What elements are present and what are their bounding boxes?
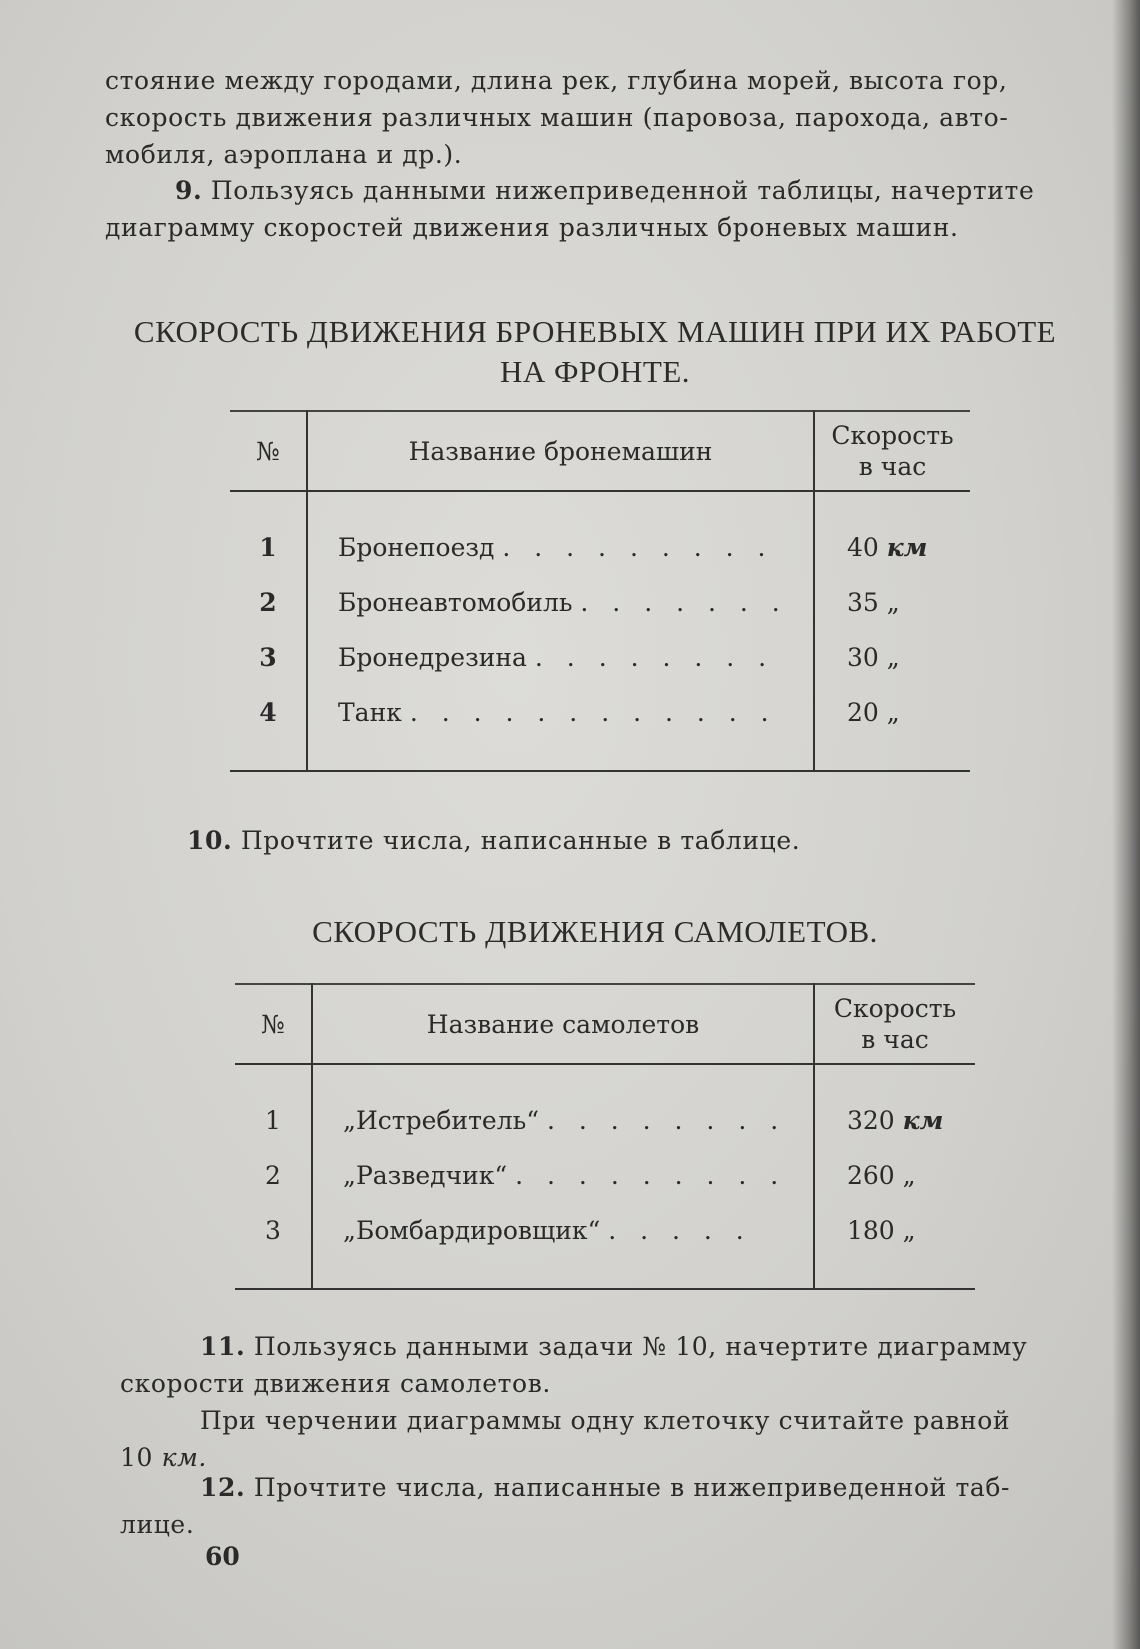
table-header-row (235, 984, 975, 1064)
page-edge-shadow (1112, 0, 1140, 1649)
leader-dots: . . . . . . . . . (502, 533, 774, 562)
leader-dots: . . . . . . . . (546, 1106, 787, 1135)
task-12-text-line-2: лице. (120, 1510, 195, 1539)
row-name (307, 575, 814, 630)
aircraft-name: „Бомбардировщик“ (343, 1216, 601, 1245)
speed-value: 30 (847, 643, 879, 672)
task-9 (105, 172, 1075, 246)
leader-dots: . . . . . . . . . . . . (409, 698, 777, 727)
table-header-row (230, 411, 970, 491)
header-num: № (230, 411, 307, 491)
speed-unit: „ (902, 1216, 916, 1245)
task-9-text-line-2: диаграмму скоростей движения различных броневых машин. (105, 213, 959, 242)
speed-value: 40 (847, 533, 879, 562)
aircraft-name: „Истребитель“ (343, 1106, 539, 1135)
row-num: 1 (230, 520, 307, 575)
speed-value: 260 (847, 1161, 895, 1190)
leader-dots: . . . . . . . (580, 588, 788, 617)
header-speed-line-2: в час (858, 452, 927, 481)
task-12-text-line-1: Прочтите числа, написанные в нижеприведенной таб- (253, 1473, 1011, 1502)
vehicle-name: Бронедрезина (338, 643, 527, 672)
header-name: Название бронемашин (307, 411, 814, 491)
row-speed (814, 575, 970, 630)
task-11-note-value: 10 (120, 1443, 154, 1472)
row-speed (814, 630, 970, 685)
intro-line-3: мобиля, аэроплана и др.). (105, 140, 463, 169)
header-speed (814, 411, 970, 491)
task-11-text-line-1: Пользуясь данными задачи № 10, начертите диаграмму (253, 1332, 1028, 1361)
table-row (230, 520, 970, 575)
table-2-title (100, 912, 1090, 952)
row-num: 3 (235, 1203, 312, 1258)
speed-unit: „ (886, 588, 900, 617)
task-10-number: 10. (187, 826, 233, 855)
task-10-text: Прочтите числа, написанные в таблице. (240, 826, 801, 855)
intro-paragraph (105, 62, 1075, 173)
table-row (230, 685, 970, 740)
page-number: 60 (205, 1542, 240, 1571)
task-12-number: 12. (200, 1473, 246, 1502)
speed-unit: км (902, 1106, 944, 1135)
row-name (307, 520, 814, 575)
speed-unit: „ (886, 698, 900, 727)
vehicle-name: Танк (338, 698, 402, 727)
speed-value: 20 (847, 698, 879, 727)
speed-value: 180 (847, 1216, 895, 1245)
table-2-title-text: СКОРОСТЬ ДВИЖЕНИЯ САМОЛЕТОВ. (312, 914, 878, 949)
task-11 (120, 1328, 1085, 1476)
header-name: Название самолетов (312, 984, 814, 1064)
armored-vehicles-table (230, 410, 970, 772)
row-num: 4 (230, 685, 307, 740)
task-11-text-line-2: скорости движения самолетов. (120, 1369, 551, 1398)
row-num: 2 (230, 575, 307, 630)
speed-value: 320 (847, 1106, 895, 1135)
speed-unit: км (886, 533, 928, 562)
row-name (312, 1148, 814, 1203)
task-9-number: 9. (175, 176, 203, 205)
header-speed-line-1: Скорость (833, 994, 957, 1023)
header-speed-line-1: Скорость (831, 421, 954, 450)
table-row (230, 630, 970, 685)
row-num: 2 (235, 1148, 312, 1203)
table-1-title-line-2: НА ФРОНТЕ. (499, 354, 691, 389)
row-speed (814, 1148, 975, 1203)
table-row (235, 1148, 975, 1203)
table-1-title-line-1: СКОРОСТЬ ДВИЖЕНИЯ БРОНЕВЫХ МАШИН ПРИ ИХ РАБОТЕ (133, 314, 1057, 349)
speed-unit: „ (902, 1161, 916, 1190)
aircraft-name: „Разведчик“ (343, 1161, 508, 1190)
row-name (307, 685, 814, 740)
row-name (307, 630, 814, 685)
table-1-title (100, 312, 1090, 392)
task-11-note-unit: км. (161, 1443, 207, 1472)
row-speed (814, 1093, 975, 1148)
row-name (312, 1093, 814, 1148)
intro-line-2: скорость движения различных машин (паровоза, парохода, авто- (105, 103, 1009, 132)
task-11-note-line-1: При черчении диаграммы одну клеточку считайте равной (200, 1406, 1011, 1435)
task-11-number: 11. (200, 1332, 246, 1361)
task-12 (120, 1469, 1085, 1543)
leader-dots: . . . . . (608, 1216, 752, 1245)
vehicle-name: Бронепоезд (338, 533, 495, 562)
header-num: № (235, 984, 312, 1064)
row-speed (814, 520, 970, 575)
row-name (312, 1203, 814, 1258)
task-9-text-line-1: Пользуясь данными нижеприведенной таблицы, начертите (210, 176, 1035, 205)
header-speed (814, 984, 975, 1064)
task-10 (105, 822, 1075, 859)
table-row (230, 575, 970, 630)
table-row (235, 1093, 975, 1148)
row-speed (814, 1203, 975, 1258)
row-num: 1 (235, 1093, 312, 1148)
speed-unit: „ (886, 643, 900, 672)
header-speed-line-2: в час (861, 1025, 929, 1054)
aircraft-table (235, 983, 975, 1290)
row-speed (814, 685, 970, 740)
leader-dots: . . . . . . . . . (515, 1161, 787, 1190)
vehicle-name: Бронеавтомобиль (338, 588, 573, 617)
intro-line-1: стояние между городами, длина рек, глубина морей, высота гор, (105, 66, 1008, 95)
table-row (235, 1203, 975, 1258)
leader-dots: . . . . . . . . (534, 643, 775, 672)
row-num: 3 (230, 630, 307, 685)
speed-value: 35 (847, 588, 879, 617)
